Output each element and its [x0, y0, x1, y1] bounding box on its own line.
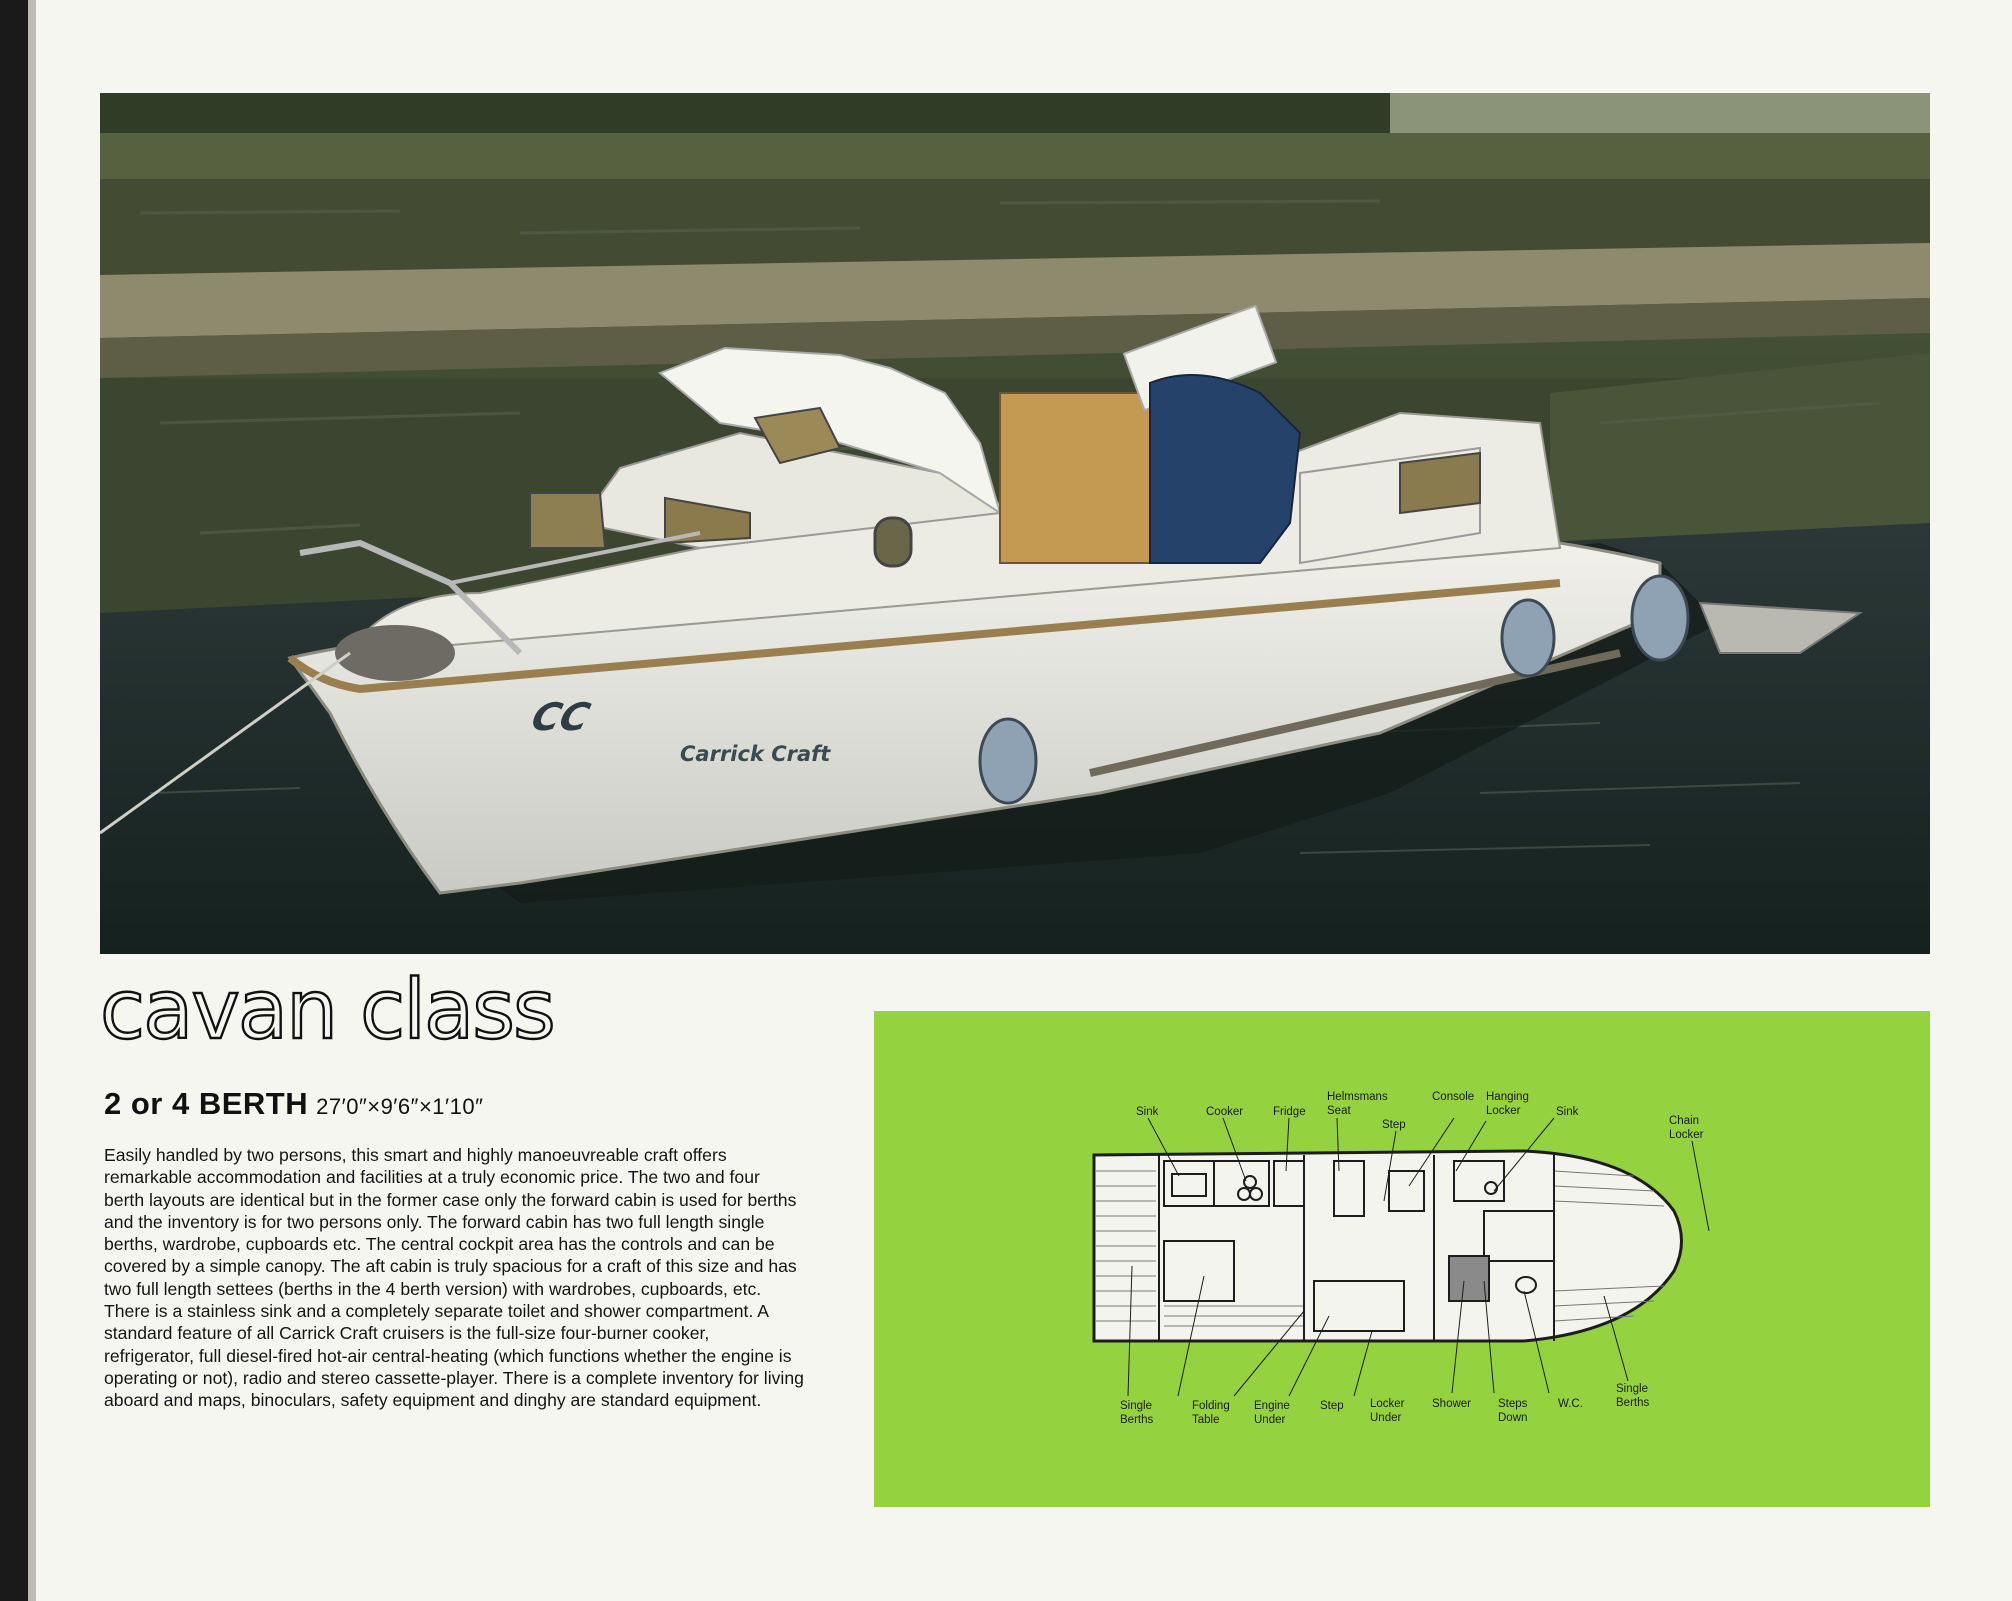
label-seat: Seat	[1327, 1105, 1351, 1117]
label-chain-locker: Locker	[1669, 1129, 1704, 1141]
label-helmsmans: Helmsmans	[1327, 1091, 1388, 1103]
label-locker-under: Under	[1370, 1412, 1402, 1424]
boat-photo	[100, 93, 1930, 954]
label-sink-fwd: Sink	[1556, 1106, 1579, 1118]
berth-heading	[104, 1085, 483, 1122]
label-engine: Engine	[1254, 1400, 1290, 1412]
description-text: Easily handled by two persons, this smart and highly manoeuvreable craft offers remarkable accommodation and facilities at a truly economic price. The two and four berth layouts are identical but in the former case only the forward cabin is used for berths and the inventory is for two persons only. The forward cabin has two full length single berths, wardrobe, cupboards etc. The central cockpit area has the controls and can be covered by a simple canopy. The aft cabin is truly spacious for a craft of this size and has two full length settees (berths in the 4 berth version) with wardrobes, cupboards, etc. There is a stainless sink and a completely separate toilet and shower compartment. A standard feature of all Carrick Craft cruisers is the full-size four-burner cooker, refrigerator, full diesel-fired hot-air central-heating (which functions whether the engine is operating or not), radio and stereo cassette-player. There is a complete inventory for living aboard and maps, binoculars, safety equipment and dinghy are standard equipment.	[104, 1145, 804, 1411]
label-console: Console	[1432, 1091, 1475, 1103]
hull-logo-mark: CC	[526, 695, 595, 740]
berth-count: 2 or 4 BERTH	[104, 1086, 309, 1121]
label-step-bottom: Step	[1320, 1400, 1344, 1412]
label-table: Table	[1192, 1414, 1220, 1426]
label-locker: Locker	[1486, 1105, 1521, 1117]
hull-logo-text: Carrick Craft	[680, 742, 831, 766]
label-wc: W.C.	[1558, 1398, 1583, 1410]
deck-plan-panel	[874, 1011, 1930, 1507]
scan-edge-shadow	[0, 0, 28, 1601]
label-steps: Steps	[1498, 1398, 1528, 1410]
label-sink: Sink	[1136, 1106, 1159, 1118]
label-folding: Folding	[1192, 1400, 1230, 1412]
scan-edge-highlight	[28, 0, 36, 1601]
label-locker-b: Locker	[1370, 1398, 1405, 1410]
label-berths-fwd: Berths	[1616, 1397, 1650, 1409]
label-chain: Chain	[1669, 1115, 1700, 1127]
label-engine-under: Under	[1254, 1414, 1286, 1426]
label-shower: Shower	[1432, 1398, 1471, 1410]
label-single-fwd: Single	[1616, 1383, 1648, 1395]
label-step-top: Step	[1382, 1119, 1406, 1131]
label-berths-aft: Berths	[1120, 1414, 1154, 1426]
boat-dimensions: 27′0″×9′6″×1′10″	[316, 1094, 484, 1119]
class-title: cavan class	[100, 963, 554, 1058]
label-cooker: Cooker	[1206, 1106, 1244, 1118]
distant-field	[1390, 93, 1930, 135]
label-fridge: Fridge	[1273, 1106, 1306, 1118]
label-hanging: Hanging	[1486, 1091, 1529, 1103]
label-steps-down: Down	[1498, 1412, 1528, 1424]
label-single-aft: Single	[1120, 1400, 1152, 1412]
